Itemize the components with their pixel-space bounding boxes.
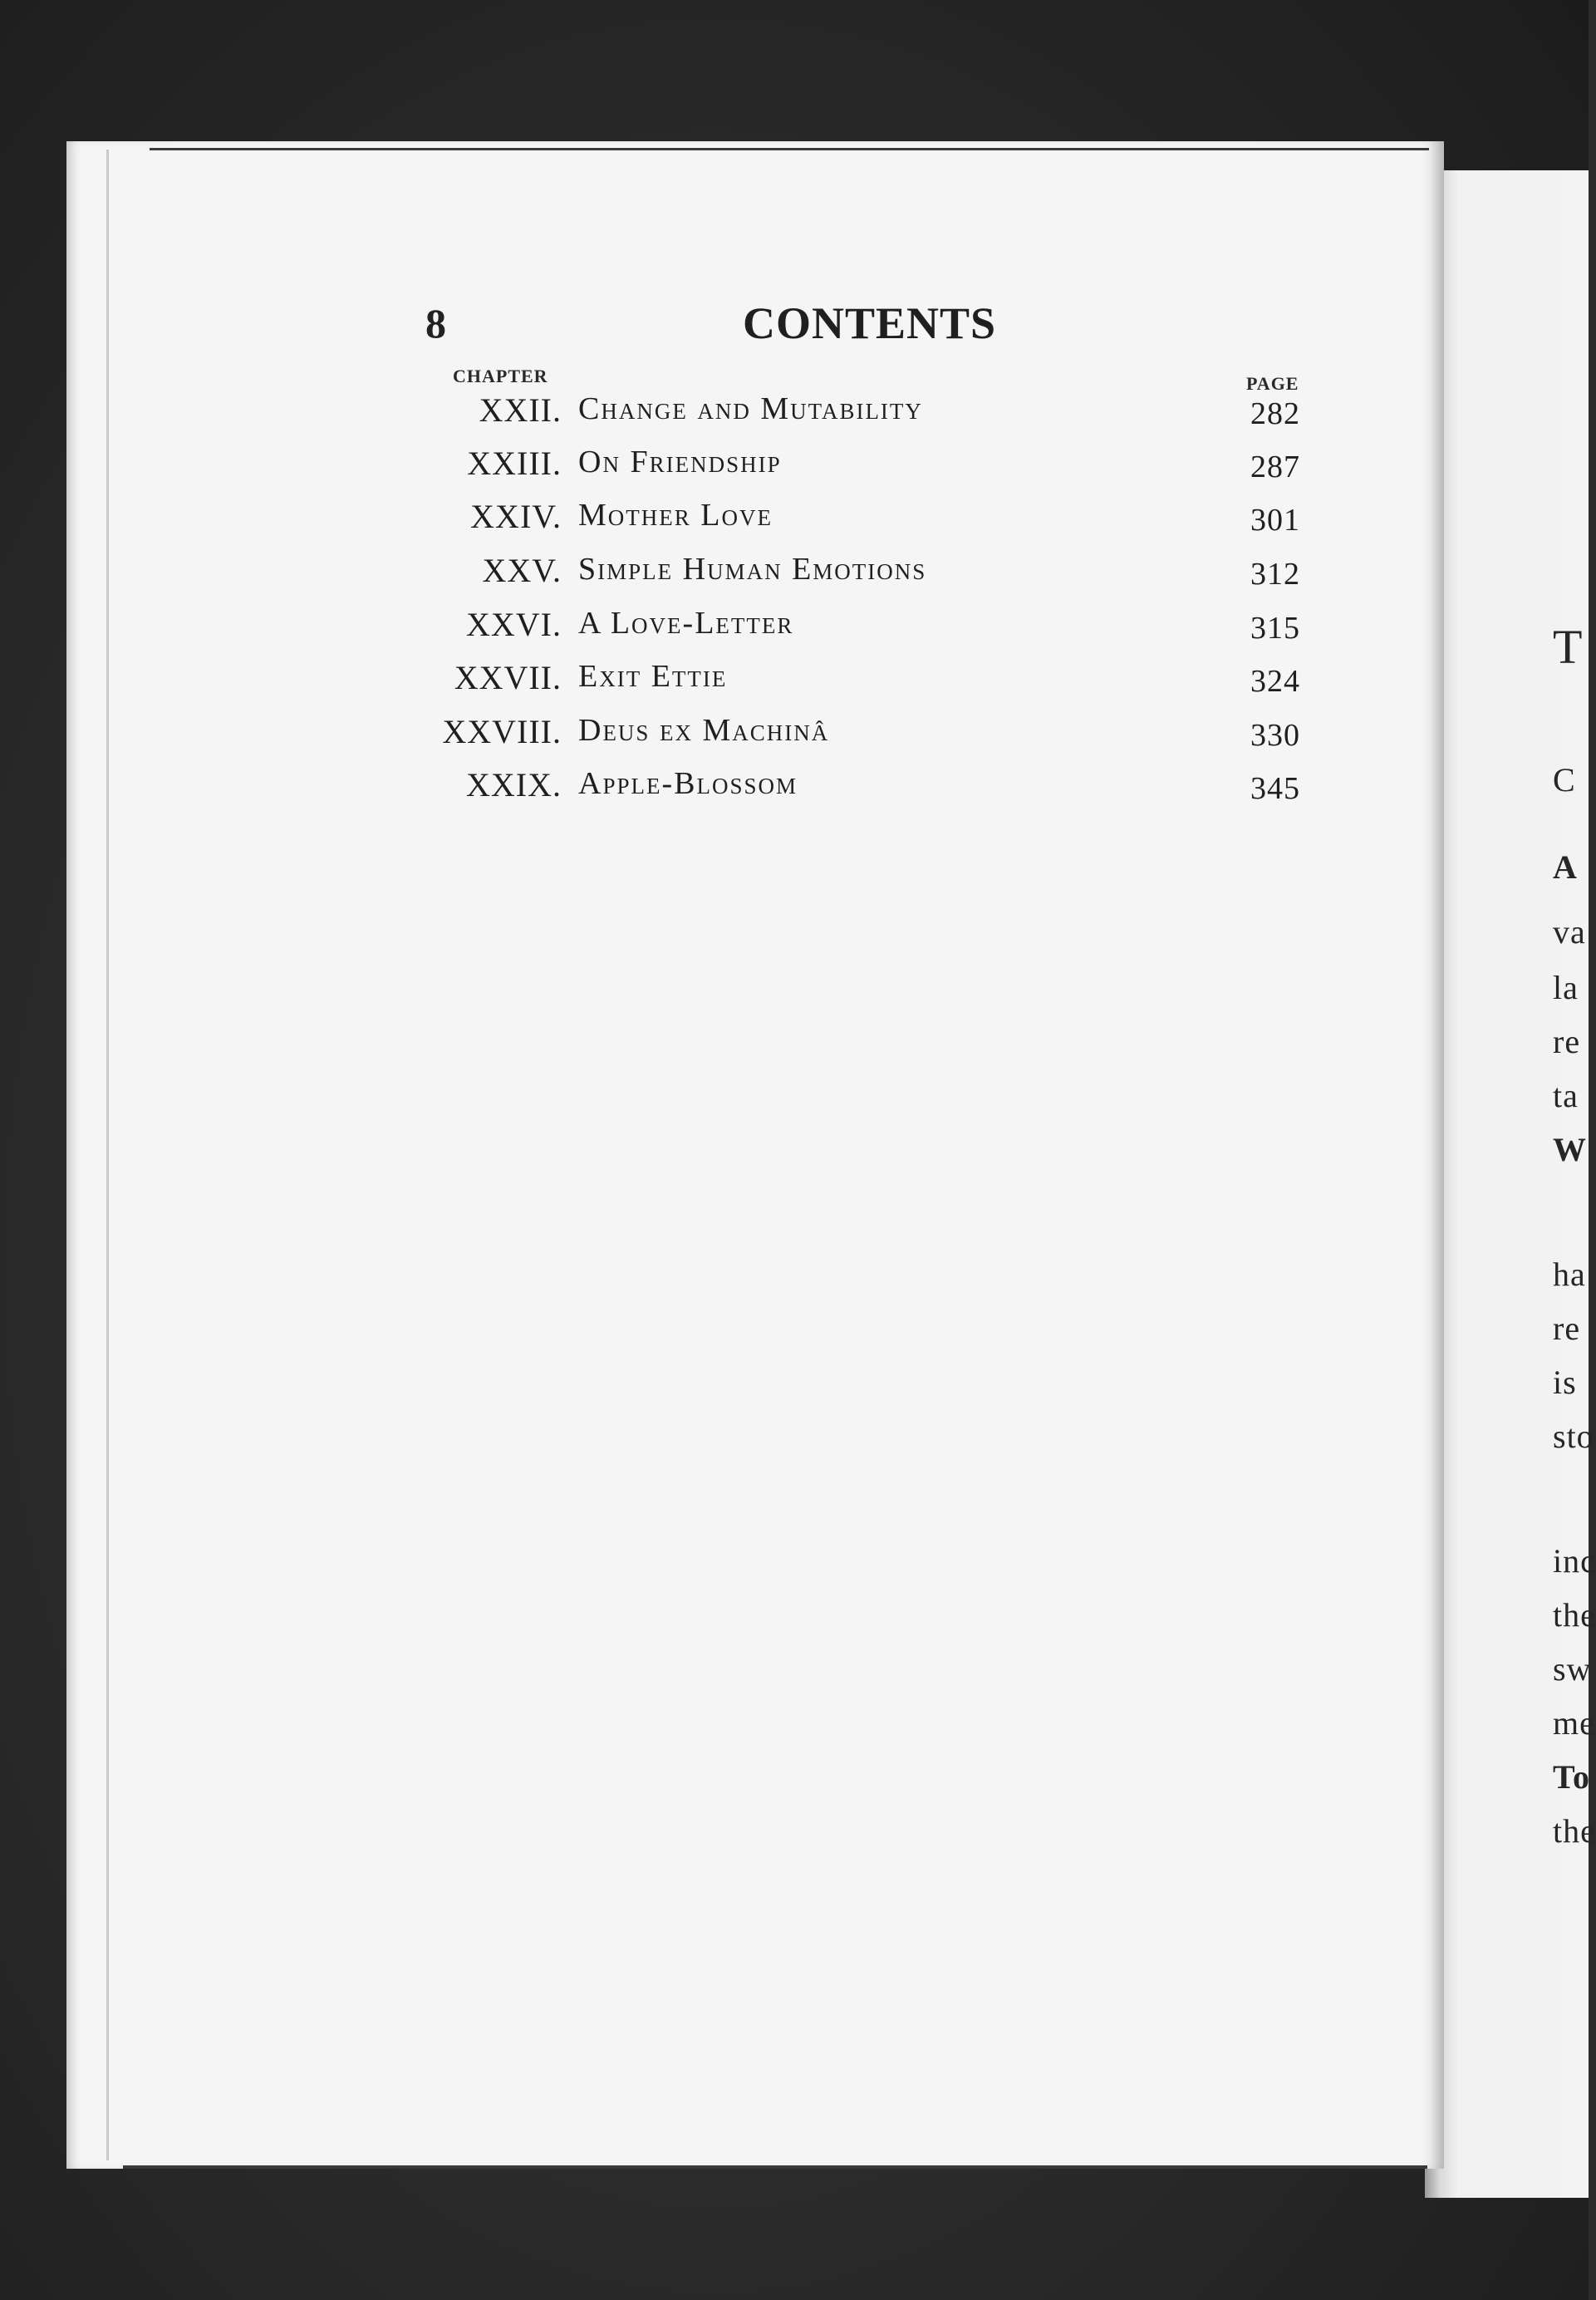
toc-entry — [0, 391, 1589, 440]
facing-text-fragment: W — [1553, 1131, 1587, 1168]
page-bottom-edge — [123, 2165, 1427, 2169]
chapter-page: 330 — [1250, 718, 1300, 753]
page-title: CONTENTS — [743, 298, 997, 348]
facing-text-fragment: A — [1553, 848, 1578, 886]
page-top-edge — [150, 148, 1429, 150]
toc-entry — [0, 551, 1589, 601]
chapter-title: Simple Human Emotions — [578, 552, 927, 587]
toc-entry — [0, 605, 1589, 655]
chapter-number: XXIII. — [467, 445, 562, 482]
chapter-number: XXII. — [479, 391, 562, 429]
chapter-column-label: CHAPTER — [453, 366, 548, 386]
toc-entry — [0, 444, 1589, 494]
facing-text-fragment: inc — [1553, 1542, 1596, 1580]
facing-text-fragment: me — [1553, 1704, 1595, 1742]
facing-text-fragment: va — [1553, 913, 1586, 951]
facing-text-fragment: la — [1553, 969, 1579, 1006]
facing-text-fragment: T — [1553, 620, 1584, 674]
facing-text-fragment: ha — [1553, 1256, 1586, 1293]
chapter-page: 282 — [1250, 396, 1300, 431]
chapter-page: 287 — [1250, 450, 1300, 484]
chapter-page: 312 — [1250, 557, 1300, 592]
chapter-title: Deus ex Machinâ — [578, 713, 830, 748]
chapter-page: 301 — [1250, 503, 1300, 538]
chapter-title: Mother Love — [578, 498, 773, 533]
chapter-number: XXVII. — [454, 659, 562, 696]
facing-text-fragment: the — [1553, 1596, 1596, 1634]
toc-entry — [0, 765, 1589, 815]
facing-text-fragment: sto — [1553, 1418, 1594, 1455]
page-column-label: PAGE — [1246, 373, 1299, 394]
facing-text-fragment: re — [1553, 1310, 1581, 1347]
facing-text-fragment: re — [1553, 1023, 1581, 1060]
chapter-page: 345 — [1250, 771, 1300, 806]
chapter-title: Apple-Blossom — [578, 766, 798, 801]
chapter-number: XXVI. — [466, 606, 562, 643]
page-number: 8 — [425, 300, 446, 346]
toc-entry — [0, 658, 1589, 708]
chapter-title: Change and Mutability — [578, 391, 923, 426]
facing-text-fragment: the — [1553, 1812, 1596, 1850]
chapter-number: XXIV. — [470, 498, 562, 535]
toc-entry — [0, 497, 1589, 547]
toc-entry — [0, 712, 1589, 762]
chapter-number: XXIX. — [466, 766, 562, 804]
chapter-title: Exit Ettie — [578, 659, 728, 694]
facing-text-fragment: To — [1553, 1758, 1591, 1796]
chapter-title: On Friendship — [578, 445, 782, 479]
chapter-page: 324 — [1250, 664, 1300, 699]
chapter-number: XXVIII. — [442, 713, 562, 750]
chapter-page: 315 — [1250, 611, 1300, 646]
facing-text-fragment: C — [1553, 761, 1576, 799]
facing-text-fragment: ta — [1553, 1077, 1579, 1114]
facing-text-fragment: is — [1553, 1364, 1577, 1401]
chapter-title: A Love-Letter — [578, 606, 794, 641]
facing-text-fragment: sw — [1553, 1650, 1592, 1688]
chapter-number: XXV. — [482, 552, 562, 589]
